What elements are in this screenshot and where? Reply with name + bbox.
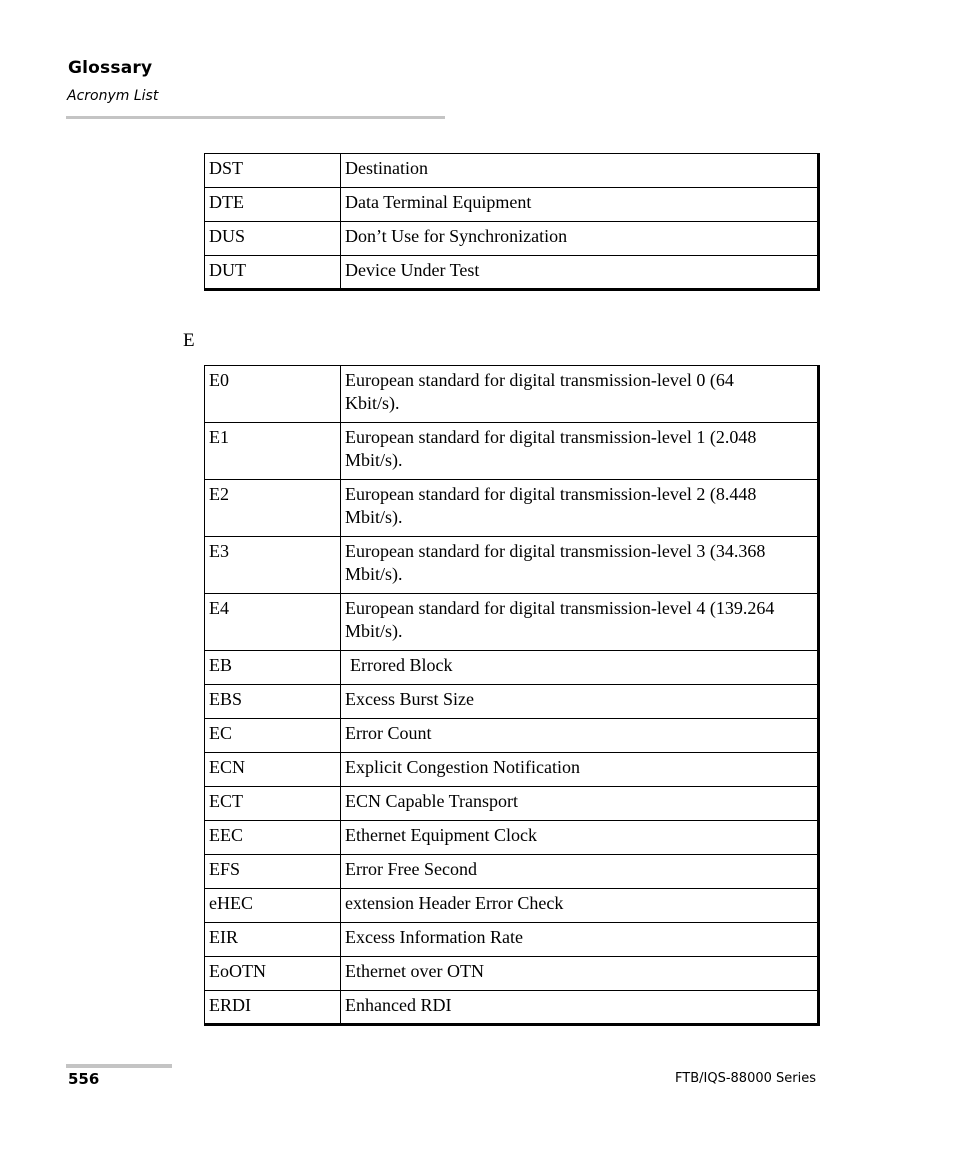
- table-row: [205, 222, 819, 256]
- acronym-cell: DTE: [205, 188, 341, 222]
- definition-cell: Don’t Use for Synchronization: [341, 222, 819, 256]
- acronym-cell: EC: [205, 719, 341, 753]
- table-row: [205, 651, 819, 685]
- definition-cell: Error Count: [341, 719, 819, 753]
- definition-cell: Ethernet Equipment Clock: [341, 821, 819, 855]
- acronym-cell: EFS: [205, 855, 341, 889]
- page-header-subtitle: Acronym List: [67, 88, 159, 104]
- definition-cell: Excess Information Rate: [341, 923, 819, 957]
- definition-cell: European standard for digital transmission-level 2 (8.448 Mbit/s).: [341, 480, 819, 537]
- header-rule: [66, 116, 445, 119]
- acronym-cell: E4: [205, 594, 341, 651]
- definition-cell: Data Terminal Equipment: [341, 188, 819, 222]
- table-row: [205, 719, 819, 753]
- acronym-cell: EEC: [205, 821, 341, 855]
- acronym-cell: DUT: [205, 256, 341, 290]
- acronym-cell: E3: [205, 537, 341, 594]
- acronym-cell: EIR: [205, 923, 341, 957]
- table-row: [205, 991, 819, 1025]
- acronym-table-d: [204, 153, 820, 291]
- page-header-title: Glossary: [68, 58, 153, 78]
- table-row: [205, 889, 819, 923]
- definition-cell: Errored Block: [341, 651, 819, 685]
- definition-cell: Ethernet over OTN: [341, 957, 819, 991]
- product-series: FTB/IQS-88000 Series: [675, 1071, 816, 1086]
- definition-cell: Device Under Test: [341, 256, 819, 290]
- table-row: [205, 537, 819, 594]
- definition-cell: European standard for digital transmission-level 4 (139.264 Mbit/s).: [341, 594, 819, 651]
- table-row: [205, 855, 819, 889]
- definition-cell: extension Header Error Check: [341, 889, 819, 923]
- table-row: [205, 753, 819, 787]
- table-row: [205, 685, 819, 719]
- page-number: 556: [68, 1070, 100, 1088]
- acronym-cell: EoOTN: [205, 957, 341, 991]
- acronym-cell: EB: [205, 651, 341, 685]
- table-row: [205, 154, 819, 188]
- table-row: [205, 787, 819, 821]
- acronym-cell: EBS: [205, 685, 341, 719]
- definition-cell: European standard for digital transmission-level 0 (64 Kbit/s).: [341, 366, 819, 423]
- definition-cell: Explicit Congestion Notification: [341, 753, 819, 787]
- section-letter-e: E: [183, 330, 195, 351]
- table-row: [205, 366, 819, 423]
- acronym-cell: eHEC: [205, 889, 341, 923]
- footer-rule: [66, 1064, 172, 1068]
- definition-cell: Enhanced RDI: [341, 991, 819, 1025]
- table-row: [205, 188, 819, 222]
- acronym-cell: E2: [205, 480, 341, 537]
- table-row: [205, 957, 819, 991]
- acronym-cell: E1: [205, 423, 341, 480]
- acronym-cell: ERDI: [205, 991, 341, 1025]
- definition-cell: Excess Burst Size: [341, 685, 819, 719]
- acronym-cell: ECN: [205, 753, 341, 787]
- table-row: [205, 923, 819, 957]
- definition-cell: Destination: [341, 154, 819, 188]
- definition-cell: ECN Capable Transport: [341, 787, 819, 821]
- definition-cell: European standard for digital transmission-level 1 (2.048 Mbit/s).: [341, 423, 819, 480]
- definition-cell: Error Free Second: [341, 855, 819, 889]
- acronym-cell: ECT: [205, 787, 341, 821]
- table-row: [205, 594, 819, 651]
- acronym-table-e: [204, 365, 820, 1026]
- table-row: [205, 256, 819, 290]
- definition-cell: European standard for digital transmission-level 3 (34.368 Mbit/s).: [341, 537, 819, 594]
- table-row: [205, 423, 819, 480]
- acronym-cell: E0: [205, 366, 341, 423]
- table-row: [205, 480, 819, 537]
- table-row: [205, 821, 819, 855]
- acronym-cell: DUS: [205, 222, 341, 256]
- acronym-cell: DST: [205, 154, 341, 188]
